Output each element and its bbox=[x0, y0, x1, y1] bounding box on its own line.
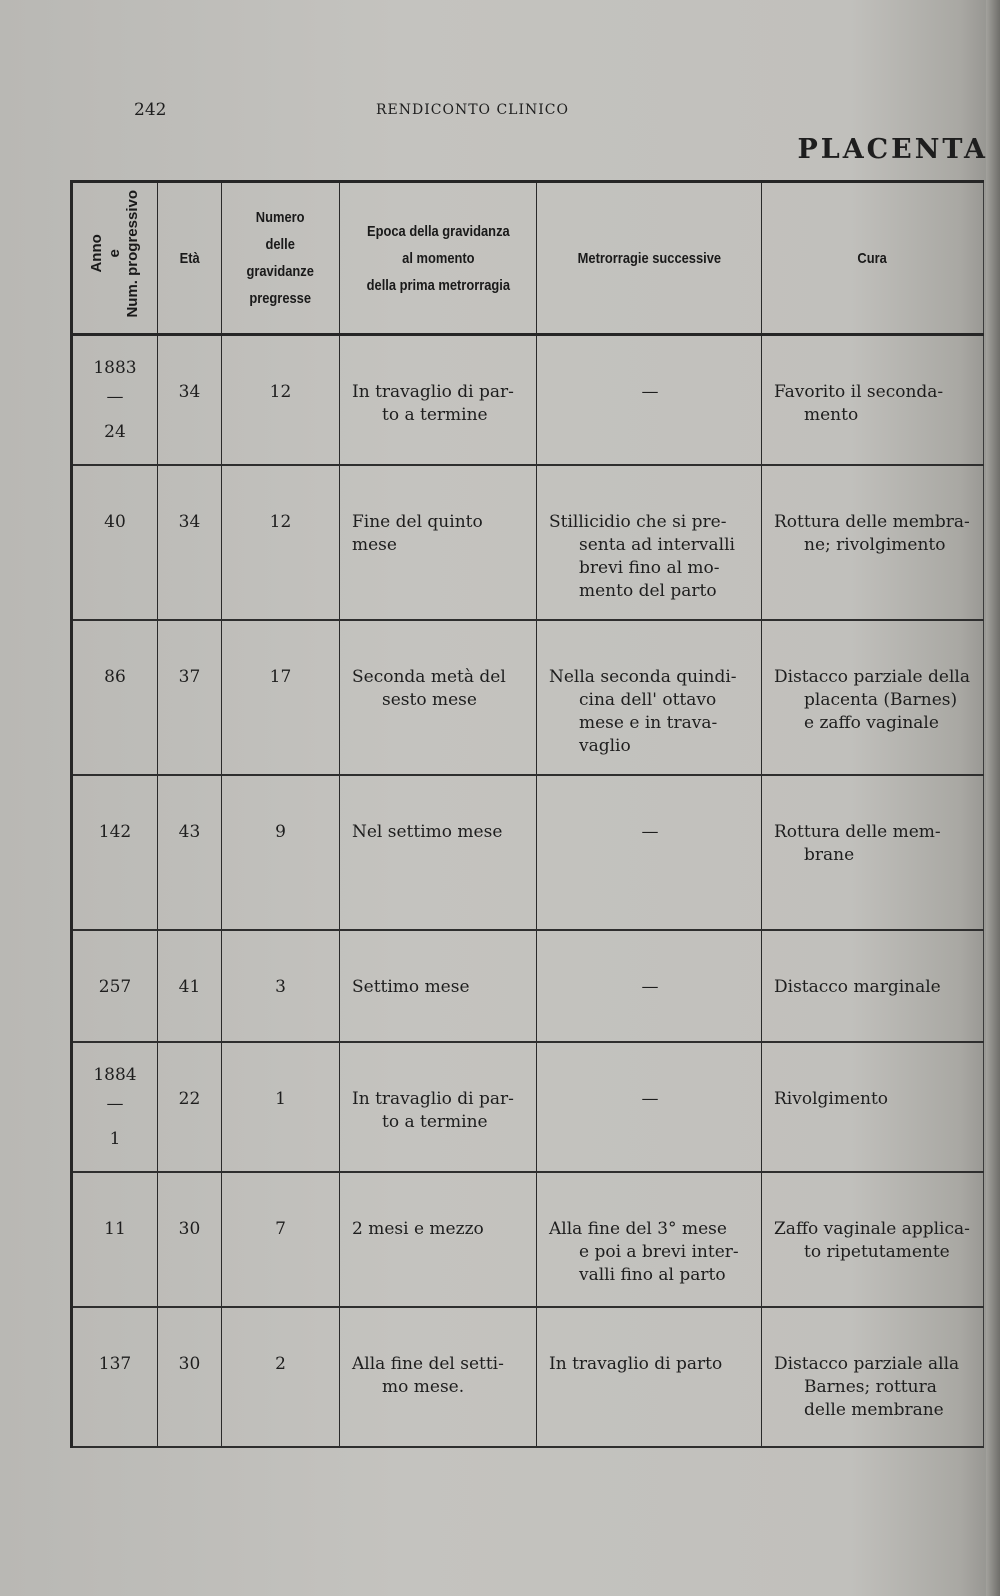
cell-epoca bbox=[340, 1042, 537, 1172]
cell-cura bbox=[762, 1172, 984, 1307]
cell-eta: 43 bbox=[158, 775, 222, 930]
section-title: PLACENTA bbox=[797, 134, 988, 165]
cell-epoca bbox=[340, 775, 537, 930]
clinical-table bbox=[70, 180, 982, 1448]
cell-gravidanze: 1 bbox=[222, 1042, 340, 1172]
cell-gravidanze: 12 bbox=[222, 465, 340, 620]
cell-metrorragie bbox=[537, 775, 762, 930]
cell-epoca bbox=[340, 1307, 537, 1447]
cell-line: — bbox=[641, 1088, 659, 1109]
cell-line: vaglio bbox=[579, 735, 631, 756]
cell-line: Rivolgimento bbox=[774, 1088, 889, 1109]
cell-line: Seconda metà del bbox=[352, 666, 506, 687]
cell-line: cina dell' ottavo bbox=[579, 689, 717, 710]
cell-line: In travaglio di par- bbox=[352, 382, 514, 402]
cell-cura bbox=[762, 465, 984, 620]
cell-line: Fine del quinto mese bbox=[352, 511, 483, 555]
cell-line: senta ad intervalli bbox=[579, 534, 735, 555]
page-number: 242 bbox=[134, 100, 167, 120]
cell-num: 137 bbox=[72, 1307, 158, 1447]
cell-line: Barnes; rottura bbox=[804, 1376, 937, 1397]
col-header-gravidanze: Numero delle gravidanze pregresse bbox=[222, 182, 340, 335]
table-row bbox=[72, 930, 984, 1042]
col-header-anno: Anno e Num. progressivo bbox=[72, 182, 158, 335]
cell-gravidanze: 17 bbox=[222, 620, 340, 775]
cell-cura bbox=[762, 775, 984, 930]
cell-eta: 30 bbox=[158, 1307, 222, 1447]
cell-line: brane bbox=[804, 844, 855, 865]
cell-num: 1 bbox=[109, 1128, 121, 1149]
cell-cura bbox=[762, 335, 984, 465]
cell-gravidanze: 2 bbox=[222, 1307, 340, 1447]
cell-line: — bbox=[641, 976, 659, 997]
col-header-epoca: Epoca della gravidanza al momento della prima metrorragia bbox=[340, 182, 537, 335]
cell-line: Zaffo vaginale applica- bbox=[774, 1218, 970, 1239]
cell-line: Nel settimo mese bbox=[352, 821, 503, 842]
cell-gravidanze: 3 bbox=[222, 930, 340, 1042]
cell-line: Rottura delle mem- bbox=[774, 821, 941, 842]
cell-line: Settimo mese bbox=[352, 976, 470, 997]
cell-year: 1884 bbox=[93, 1064, 137, 1085]
table-row bbox=[72, 335, 984, 465]
cell-num: 24 bbox=[104, 422, 126, 442]
cell-line: mento del parto bbox=[579, 580, 717, 601]
cell-eta: 30 bbox=[158, 1172, 222, 1307]
page-edge bbox=[986, 0, 1000, 1596]
cell-num: 86 bbox=[72, 620, 158, 775]
cell-line: Nella seconda quindi- bbox=[549, 666, 737, 687]
cell-line: to ripetutamente bbox=[804, 1241, 950, 1262]
cell-line: Alla fine del setti- bbox=[352, 1353, 504, 1374]
cell-eta: 22 bbox=[158, 1042, 222, 1172]
cell-eta: 37 bbox=[158, 620, 222, 775]
table-row bbox=[72, 775, 984, 930]
cell-eta: 41 bbox=[158, 930, 222, 1042]
cell-year: 1883 bbox=[93, 358, 137, 378]
cell-line: sesto mese bbox=[382, 689, 477, 710]
cell-line: — bbox=[641, 821, 659, 842]
cell-num bbox=[72, 1042, 158, 1172]
cell-eta: 34 bbox=[158, 465, 222, 620]
running-title: RENDICONTO CLINICO bbox=[376, 102, 569, 118]
cell-cura bbox=[762, 620, 984, 775]
cell-line: 2 mesi e mezzo bbox=[352, 1218, 484, 1239]
cell-epoca bbox=[340, 620, 537, 775]
cell-metrorragie bbox=[537, 1307, 762, 1447]
cell-line: valli fino al parto bbox=[579, 1264, 726, 1285]
cell-metrorragie bbox=[537, 1042, 762, 1172]
cell-cura bbox=[762, 930, 984, 1042]
cell-line: In travaglio di par- bbox=[352, 1088, 514, 1109]
cell-line: e poi a brevi inter- bbox=[579, 1241, 739, 1262]
cell-line: Favorito il seconda- bbox=[774, 382, 944, 402]
cell-num: 40 bbox=[72, 465, 158, 620]
cell-gravidanze: 7 bbox=[222, 1172, 340, 1307]
cell-line: delle membrane bbox=[804, 1399, 944, 1420]
cell-epoca bbox=[340, 1172, 537, 1307]
cell-line: mento bbox=[804, 405, 859, 425]
cell-line: to a termine bbox=[382, 405, 488, 425]
header-row bbox=[72, 182, 984, 335]
table-row bbox=[72, 1042, 984, 1172]
cell-epoca bbox=[340, 930, 537, 1042]
cell-cura bbox=[762, 1307, 984, 1447]
cell-eta: 34 bbox=[158, 335, 222, 465]
cell-dash: — bbox=[106, 387, 124, 407]
cell-num bbox=[72, 335, 158, 465]
cell-metrorragie bbox=[537, 620, 762, 775]
cell-metrorragie bbox=[537, 930, 762, 1042]
cell-line: mese e in trava- bbox=[579, 712, 718, 733]
cell-gravidanze: 9 bbox=[222, 775, 340, 930]
table-row bbox=[72, 1307, 984, 1447]
cell-dash: — bbox=[106, 1093, 124, 1114]
col-header-eta: Età bbox=[158, 182, 222, 335]
cell-line: — bbox=[641, 382, 659, 402]
col-header-cura: Cura bbox=[762, 182, 984, 335]
cell-epoca bbox=[340, 465, 537, 620]
cell-epoca bbox=[340, 335, 537, 465]
cell-metrorragie bbox=[537, 1172, 762, 1307]
cell-cura bbox=[762, 1042, 984, 1172]
cell-line: Distacco parziale della bbox=[774, 666, 970, 687]
cell-line: e zaffo vaginale bbox=[804, 712, 939, 733]
cell-line: placenta (Barnes) bbox=[804, 689, 958, 710]
cell-num: 142 bbox=[72, 775, 158, 930]
col-header-metrorragie: Metrorragie successive bbox=[537, 182, 762, 335]
cell-line: In travaglio di parto bbox=[549, 1353, 723, 1374]
table-row bbox=[72, 1172, 984, 1307]
running-head bbox=[0, 100, 1000, 130]
cell-line: brevi fino al mo- bbox=[579, 557, 720, 578]
cell-line: Rottura delle membra- bbox=[774, 511, 970, 532]
cell-line: Alla fine del 3° mese bbox=[549, 1218, 727, 1239]
cell-line: Distacco parziale alla bbox=[774, 1353, 960, 1374]
cell-line: mo mese. bbox=[382, 1376, 465, 1397]
cell-metrorragie bbox=[537, 465, 762, 620]
cell-gravidanze: 12 bbox=[222, 335, 340, 465]
cell-line: ne; rivolgimento bbox=[804, 534, 946, 555]
cell-num: 11 bbox=[72, 1172, 158, 1307]
table-row bbox=[72, 465, 984, 620]
cell-line: to a termine bbox=[382, 1111, 488, 1132]
cell-line: Distacco marginale bbox=[774, 976, 941, 997]
table-row bbox=[72, 620, 984, 775]
cell-line: Stillicidio che si pre- bbox=[549, 511, 727, 532]
cell-metrorragie bbox=[537, 335, 762, 465]
cell-num: 257 bbox=[72, 930, 158, 1042]
